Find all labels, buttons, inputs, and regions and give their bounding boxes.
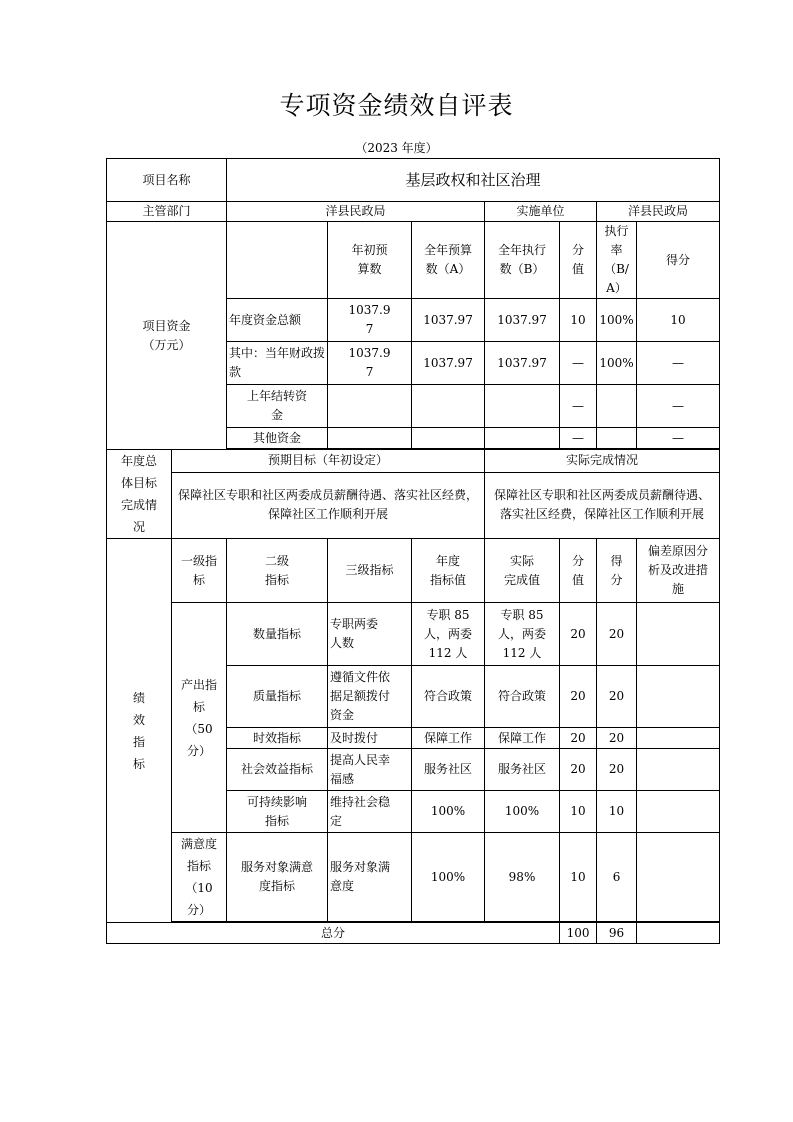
funds-label: 项目资金 （万元） (107, 222, 227, 450)
perf-deviation (637, 666, 720, 728)
perf-header-l2: 二级 指标 (227, 539, 328, 603)
perf-score: 20 (597, 603, 637, 666)
funds-header-score: 得分 (637, 222, 720, 299)
perf-l3: 及时拨付 (328, 728, 412, 749)
perf-score: 6 (597, 833, 637, 922)
output-group-label: 产出指 标 （50 分） (172, 603, 227, 833)
dept-value: 洋县民政局 (227, 202, 485, 222)
perf-target: 100% (412, 833, 485, 922)
perf-score-value: 20 (560, 666, 597, 728)
performance-label: 绩 效 指 标 (107, 539, 172, 923)
year-label: （2023 年度） (355, 141, 438, 155)
dept-label: 主管部门 (107, 202, 227, 222)
perf-l2: 可持续影响 指标 (227, 791, 328, 833)
goals-header-row (107, 450, 720, 473)
perf-actual: 保障工作 (485, 728, 560, 749)
funds-row-exec (485, 428, 560, 449)
funds-row-annual (412, 428, 485, 449)
total-score-value: 100 (560, 923, 597, 944)
funds-row-score-value: — (560, 385, 597, 428)
perf-l3: 维持社会稳 定 (328, 791, 412, 833)
funds-row-exec: 1037.97 (485, 299, 560, 342)
funds-row-label: 年度资金总额 (227, 299, 328, 342)
project-name-label: 项目名称 (107, 159, 227, 202)
goals-expected-header: 预期目标（年初设定） (172, 450, 485, 473)
perf-target: 100% (412, 791, 485, 833)
funds-row-rate: 100% (597, 299, 637, 342)
perf-score-value: 10 (560, 791, 597, 833)
perf-deviation (637, 791, 720, 833)
total-row (107, 923, 720, 944)
project-name-row (107, 159, 720, 202)
goals-expected-text: 保障社区专职和社区两委成员薪酬待遇、落实社区经费，保障社区工作顺利开展 (172, 472, 485, 538)
funds-header-rate: 执行率 （B/A） (597, 222, 637, 299)
perf-target: 专职 85 人，两委 112 人 (412, 603, 485, 666)
perf-row (107, 833, 720, 922)
perf-l3: 专职两委 人数 (328, 603, 412, 666)
perf-score: 10 (597, 791, 637, 833)
perf-score-value: 10 (560, 833, 597, 922)
perf-l2: 质量指标 (227, 666, 328, 728)
funds-row-score: — (637, 385, 720, 428)
perf-deviation (637, 749, 720, 791)
perf-header-actual: 实际 完成值 (485, 539, 560, 603)
perf-header-score: 得 分 (597, 539, 637, 603)
perf-l3: 服务对象满 意度 (328, 833, 412, 922)
funds-row-exec (485, 385, 560, 428)
total-deviation (637, 923, 720, 944)
funds-row-rate: 100% (597, 342, 637, 385)
funds-header-annual: 全年预算 数（A） (412, 222, 485, 299)
funds-row-initial (328, 428, 412, 449)
funds-header-score-value: 分 值 (560, 222, 597, 299)
perf-deviation (637, 833, 720, 922)
perf-header-l3: 三级指标 (328, 539, 412, 603)
perf-l2: 数量指标 (227, 603, 328, 666)
funds-row-annual: 1037.97 (412, 342, 485, 385)
perf-score-value: 20 (560, 728, 597, 749)
funds-row-exec: 1037.97 (485, 342, 560, 385)
funds-row-score: 10 (637, 299, 720, 342)
goals-content-row (107, 472, 720, 538)
perf-header-deviation: 偏差原因分 析及改进措 施 (637, 539, 720, 603)
perf-score: 20 (597, 749, 637, 791)
funds-row-score-value: 10 (560, 299, 597, 342)
perf-score-value: 20 (560, 749, 597, 791)
total-score: 96 (597, 923, 637, 944)
perf-actual: 专职 85 人，两委 112 人 (485, 603, 560, 666)
funds-row-score: — (637, 428, 720, 449)
funds-row-rate (597, 428, 637, 449)
perf-actual: 100% (485, 791, 560, 833)
perf-score: 20 (597, 728, 637, 749)
perf-deviation (637, 603, 720, 666)
perf-l2: 服务对象满意 度指标 (227, 833, 328, 922)
funds-row-initial: 1037.9 7 (328, 342, 412, 385)
goals-actual-text: 保障社区专职和社区两委成员薪酬待遇、落实社区经费，保障社区工作顺利开展 (485, 472, 720, 538)
perf-target: 符合政策 (412, 666, 485, 728)
funds-row-label: 其中：当年财政拨款 (227, 342, 328, 385)
funds-row-initial: 1037.9 7 (328, 299, 412, 342)
perf-row (107, 603, 720, 666)
performance-header-row (107, 539, 720, 603)
perf-score: 20 (597, 666, 637, 728)
perf-l3: 提高人民幸 福感 (328, 749, 412, 791)
funds-row-score: — (637, 342, 720, 385)
funds-header-empty (227, 222, 328, 299)
project-name-value: 基层政权和社区治理 (227, 159, 720, 202)
evaluation-table (106, 158, 720, 944)
perf-l2: 时效指标 (227, 728, 328, 749)
perf-actual: 98% (485, 833, 560, 922)
perf-deviation (637, 728, 720, 749)
perf-score-value: 20 (560, 603, 597, 666)
perf-header-target: 年度 指标值 (412, 539, 485, 603)
funds-row-score-value: — (560, 428, 597, 449)
perf-header-score-value: 分 值 (560, 539, 597, 603)
perf-l2: 社会效益指标 (227, 749, 328, 791)
perf-l3: 遵循文件依 据足额拨付 资金 (328, 666, 412, 728)
total-label: 总分 (107, 923, 560, 944)
page-title: 专项资金绩效自评表 (279, 91, 514, 120)
perf-target: 服务社区 (412, 749, 485, 791)
funds-row-annual (412, 385, 485, 428)
funds-header-initial: 年初预 算数 (328, 222, 412, 299)
funds-row-score-value: — (560, 342, 597, 385)
goals-label: 年度总 体目标 完成情 况 (107, 450, 172, 539)
satisfaction-group-label: 满意度 指标 （10 分） (172, 833, 227, 922)
perf-target: 保障工作 (412, 728, 485, 749)
funds-row-label: 其他资金 (227, 428, 328, 449)
funds-row-rate (597, 385, 637, 428)
perf-actual: 服务社区 (485, 749, 560, 791)
impl-value: 洋县民政局 (597, 202, 720, 222)
funds-row-annual: 1037.97 (412, 299, 485, 342)
goals-actual-header: 实际完成情况 (485, 450, 720, 473)
funds-header-row (107, 222, 720, 299)
perf-header-l1: 一级指 标 (172, 539, 227, 603)
department-row (107, 202, 720, 222)
funds-row-label: 上年结转资 金 (227, 385, 328, 428)
impl-label: 实施单位 (485, 202, 597, 222)
funds-header-exec: 全年执行 数（B） (485, 222, 560, 299)
perf-actual: 符合政策 (485, 666, 560, 728)
funds-row-initial (328, 385, 412, 428)
